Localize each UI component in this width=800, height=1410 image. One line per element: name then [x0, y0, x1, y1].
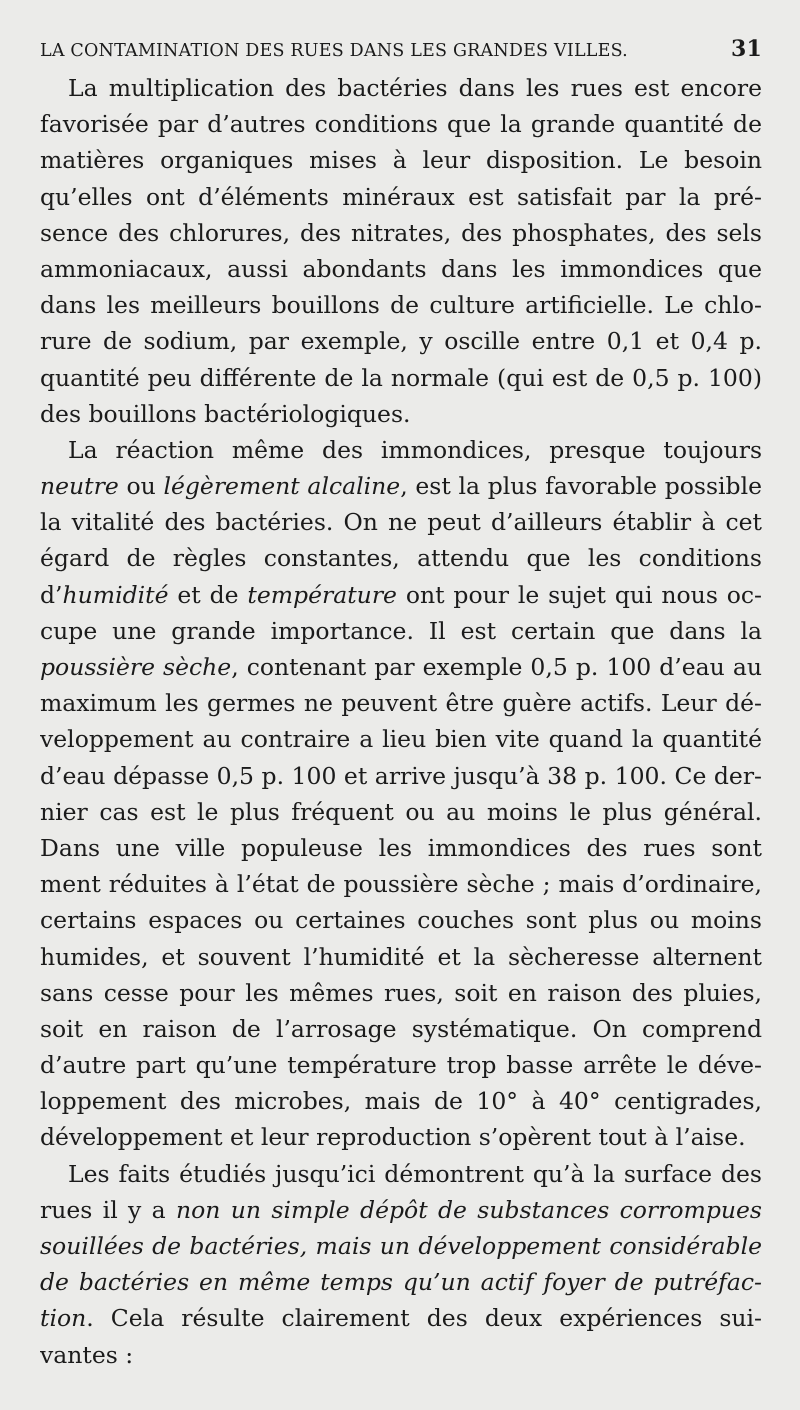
text-segment: d’: [40, 580, 63, 609]
text-line: [40, 975, 762, 1011]
text-segment: Les faits étudiés jusqu’ici démontrent qu’à la surface des: [68, 1159, 762, 1188]
text-line: [40, 215, 762, 251]
text-segment: dans les meilleurs bouillons de culture artificielle. Le chlo-: [40, 291, 762, 320]
text-segment: humides, et souvent l’humidité et la sècheresse alternent: [40, 942, 762, 971]
text-segment: d’eau dépasse 0,5 p. 100 et arrive jusqu’à 38 p. 100. Ce der-: [40, 761, 762, 790]
text-segment: des bouillons bactériologiques.: [40, 399, 411, 428]
italic-segment: légèrement alcaline: [163, 472, 401, 501]
text-line: [40, 1011, 762, 1047]
text-segment: ont pour le sujet qui nous oc-: [396, 580, 762, 609]
text-segment: et de: [168, 580, 248, 609]
italic-segment: neutre: [40, 472, 119, 501]
text-segment: rure de sodium, par exemple, y oscille entre 0,1 et 0,4 p.: [40, 327, 762, 356]
text-segment: nier cas est le plus fréquent ou au moins le plus général.: [40, 797, 762, 826]
text-segment: . Cela résulte clairement des deux expériences sui-: [86, 1304, 762, 1333]
italic-segment: température: [247, 580, 397, 609]
text-segment: sans cesse pour les mêmes rues, soit en raison des pluies,: [40, 978, 762, 1007]
text-line: [40, 1119, 762, 1155]
text-line: [40, 468, 762, 504]
text-line: [40, 613, 762, 649]
text-line: [40, 866, 762, 902]
text-line: [40, 939, 762, 975]
body-text: [40, 70, 762, 1373]
text-segment: loppement des microbes, mais de 10° à 40° centigrades,: [40, 1087, 762, 1116]
text-line: [40, 1047, 762, 1083]
paragraph: [40, 70, 762, 432]
text-line: [40, 142, 762, 178]
text-segment: Dans une ville populeuse les immondices des rues sont: [40, 833, 762, 862]
text-line: [40, 179, 762, 215]
text-segment: matières organiques mises à leur disposition. Le besoin: [40, 146, 762, 175]
text-segment: qu’elles ont d’éléments minéraux est satisfait par la pré-: [40, 182, 762, 211]
text-line: [40, 287, 762, 323]
text-segment: maximum les germes ne peuvent être guère actifs. Leur dé-: [40, 689, 762, 718]
text-line: [40, 1192, 762, 1228]
text-segment: d’autre part qu’une température trop basse arrête le déve-: [40, 1051, 762, 1080]
text-line: [40, 540, 762, 576]
text-line: [40, 758, 762, 794]
text-line: [40, 721, 762, 757]
page-number: 31: [730, 36, 762, 62]
text-segment: La réaction même des immondices, presque toujours: [68, 435, 762, 464]
italic-segment: humidité: [62, 580, 169, 609]
text-line: [40, 251, 762, 287]
text-line: [40, 1156, 762, 1192]
text-segment: ment réduites à l’état de poussière sèche ; mais d’ordinaire,: [40, 870, 762, 899]
text-segment: vantes :: [40, 1340, 134, 1369]
text-segment: favorisée par d’autres conditions que la grande quantité de: [40, 110, 762, 139]
text-line: [40, 1300, 762, 1336]
text-line: [40, 504, 762, 540]
text-line: [40, 360, 762, 396]
text-line: [40, 1228, 762, 1264]
text-line: [40, 902, 762, 938]
text-segment: développement et leur reproduction s’opèrent tout à l’aise.: [40, 1123, 746, 1152]
text-line: [40, 106, 762, 142]
text-segment: soit en raison de l’arrosage systématique. On comprend: [40, 1014, 762, 1043]
text-segment: rues il y a: [40, 1195, 177, 1224]
text-segment: , contenant par exemple 0,5 p. 100 d’eau au: [231, 653, 762, 681]
running-title: LA CONTAMINATION DES RUES DANS LES GRANDES VILLES.: [40, 41, 628, 61]
paragraph: [40, 1156, 762, 1373]
text-line: [40, 432, 762, 468]
italic-segment: de bactéries en même temps qu’un actif foyer de putréfac-: [40, 1268, 762, 1297]
text-segment: , est la plus favorable possible: [400, 472, 762, 501]
italic-segment: tion: [40, 1304, 87, 1333]
text-segment: ou: [118, 472, 164, 501]
text-line: [40, 1264, 762, 1300]
running-head: [40, 36, 762, 62]
text-segment: certains espaces ou certaines couches sont plus ou moins: [40, 906, 762, 935]
text-line: [40, 649, 762, 685]
text-line: [40, 1083, 762, 1119]
text-segment: ammoniacaux, aussi abondants dans les immondices que: [40, 254, 762, 283]
text-line: [40, 685, 762, 721]
text-segment: la vitalité des bactéries. On ne peut d’ailleurs établir à cet: [40, 508, 762, 537]
text-line: [40, 323, 762, 359]
text-segment: La multiplication des bactéries dans les rues est encore: [68, 74, 762, 102]
text-segment: sence des chlorures, des nitrates, des phosphates, des sels: [40, 218, 762, 247]
text-line: [40, 794, 762, 830]
text-line: [40, 70, 762, 106]
text-segment: cupe une grande importance. Il est certain que dans la: [40, 616, 762, 645]
paragraph: [40, 432, 762, 1156]
text-line: [40, 396, 762, 432]
italic-segment: souillées de bactéries, mais un développement considérable: [40, 1232, 762, 1260]
italic-segment: non un simple dépôt de substances corrompues: [176, 1195, 762, 1224]
text-line: [40, 1337, 762, 1373]
text-segment: égard de règles constantes, attendu que les conditions: [40, 544, 762, 573]
text-line: [40, 830, 762, 866]
text-segment: veloppement au contraire a lieu bien vite quand la quantité: [40, 725, 762, 754]
italic-segment: poussière sèche: [40, 653, 232, 681]
text-segment: quantité peu différente de la normale (qui est de 0,5 p. 100): [40, 363, 762, 392]
text-line: [40, 577, 762, 613]
